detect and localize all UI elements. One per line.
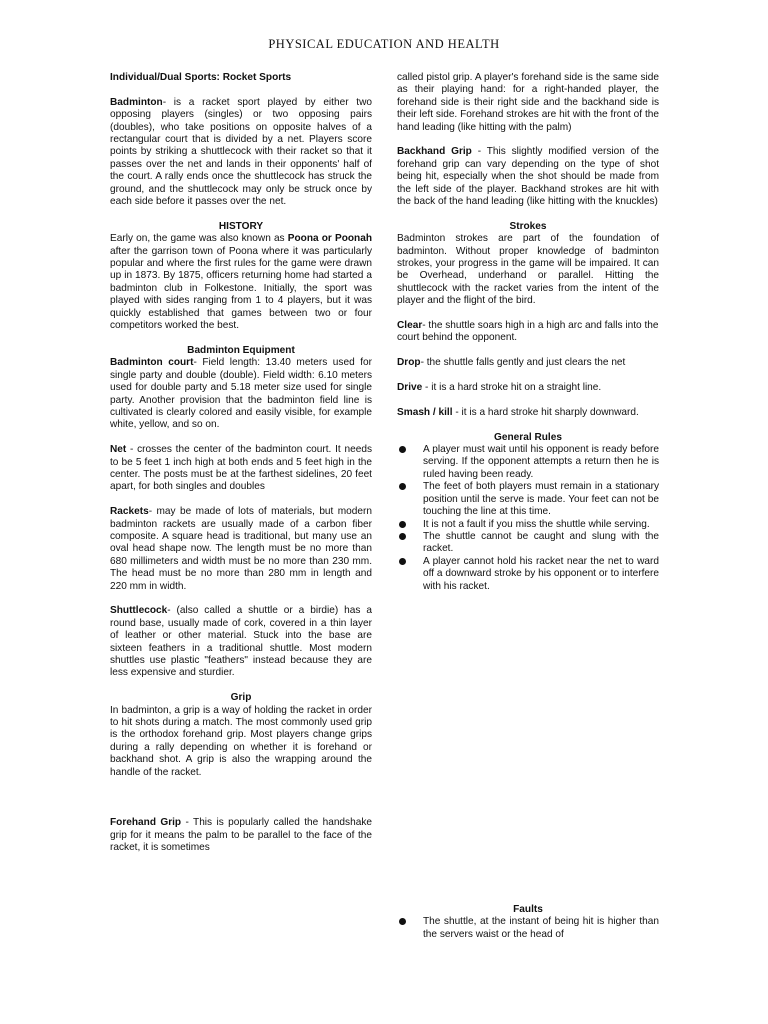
drop-term: Drop — [397, 357, 421, 369]
backhand-paragraph — [397, 146, 659, 208]
net-term: Net — [110, 444, 127, 456]
list-item — [397, 916, 659, 941]
net-paragraph — [110, 444, 372, 494]
history-heading: HISTORY — [218, 220, 264, 232]
faults-heading: Faults — [513, 904, 543, 915]
drive-term: Drive — [397, 382, 423, 394]
grip-paragraph: In badminton, a grip is a way of holding the racket in order to hit shots during a match. The most commonly used grip is the orthodox forehand grip. Most players change grips during a rally depending on whether it is forehand or backhand shot. A grip is also the wrapping around the handle of the racket. — [110, 704, 372, 778]
rule-text: It is not a fault if you miss the shuttle while serving. — [423, 518, 650, 530]
faults-list — [397, 916, 659, 941]
strokes-heading: Strokes — [509, 220, 547, 232]
page-title: PHYSICAL EDUCATION AND HEALTH — [268, 37, 500, 51]
list-item — [397, 556, 659, 593]
bullet-icon — [399, 446, 406, 453]
strokes-paragraph: Badminton strokes are part of the foundation of badminton. Without proper knowledge of badminton strokes, your progress in the game will be impaired. It can be Overhead, underhand or parallel. Hitting the shuttlecock with the racket varies from the intent of the player and the flight of the bird. — [397, 233, 659, 307]
drive-paragraph — [397, 382, 659, 394]
equipment-heading: Badminton Equipment — [187, 344, 295, 356]
rackets-text: - may be made of lots of materials, but modern badminton rackets are usually made of a carbon fiber composite. A square head is traditional, but many use an oval head shape now. The length must be no more than 680 millimeters and width must be no more than 230 mm. The head must be no more than 280 mm in length and 220 mm in width. — [110, 506, 372, 592]
rackets-paragraph — [110, 506, 372, 593]
list-item — [397, 481, 659, 518]
bullet-icon — [399, 918, 406, 925]
backhand-text: - This slightly modified version of the forehand grip can vary depending on the type of shot being hit, especially when the shot should be made from the left side of the player. Backhand strokes are hit with the back of the hand leading (like hitting with the knuckles) — [397, 146, 660, 208]
smash-term: Smash / kill — [397, 406, 453, 418]
history-paragraph — [110, 233, 372, 332]
rules-list — [397, 444, 659, 593]
court-term: Badminton court — [110, 357, 194, 369]
drop-text: - the shuttle falls gently and just clears the net — [420, 357, 626, 369]
fault-text: The shuttle, at the instant of being hit is higher than the servers waist or the head of — [423, 916, 659, 940]
bullet-icon — [399, 483, 406, 490]
rules-heading: General Rules — [494, 431, 562, 443]
shuttlecock-text: - (also called a shuttle or a birdie) has a round base, usually made of cork, covered in a thin layer of leather or other material. Stuck into the base are sixteen feathers in a traditional shuttle. Most modern shuttles use plastic "feathers" instead because they are less expensive and sturdier. — [110, 605, 372, 679]
grip-heading: Grip — [230, 692, 252, 704]
rackets-term: Rackets — [110, 506, 149, 518]
backhand-term: Backhand Grip — [397, 146, 472, 158]
net-text: - crosses the center of the badminton court. It needs to be 5 feet 1 inch high at both ends and 5 feet high in the center. The posts must be at the farthest sidelines, 20 feet apart, for both singles and doubles — [110, 444, 372, 493]
spacer — [110, 791, 372, 817]
clear-text: - the shuttle soars high in a high arc and falls into the court behind the opponent. — [397, 320, 659, 344]
list-item — [397, 519, 659, 531]
history-text-after: after the garrison town of Poona where it was particularly popular and where the first rules for the game were drawn up in 1873. By 1875, officers returning home had started a badminton club in Folkestone. Initially, the sport was played with sides ranging from 1 to 4 players, but it was quickly established that games between two or four competitors worked the best. — [110, 245, 372, 332]
rule-text: The feet of both players must remain in a stationary position until the serve is made. Your feet can not be touching the line at this time. — [423, 481, 659, 518]
history-bold-name: Poona or Poonah — [287, 233, 372, 245]
forehand-text: - This is popularly called the handshake grip for it means the palm to be parallel to the face of the racket, it is sometimes — [110, 817, 372, 854]
list-item — [397, 531, 659, 556]
smash-text: - it is a hard stroke hit sharply downward. — [452, 406, 639, 418]
section-title: Individual/Dual Sports: Rocket Sports — [110, 72, 292, 83]
badminton-paragraph — [110, 97, 372, 209]
rule-text: A player must wait until his opponent is ready before serving. If the opponent attempts a return then he is ruled having been ready. — [423, 444, 659, 480]
left-column — [110, 72, 372, 867]
drive-text: - it is a hard stroke hit on a straight line. — [422, 382, 602, 394]
smash-paragraph — [397, 407, 659, 419]
forehand-paragraph — [110, 817, 372, 854]
forehand-term: Forehand Grip — [110, 817, 182, 829]
shuttlecock-term: Shuttlecock — [110, 605, 168, 617]
bullet-icon — [399, 521, 406, 528]
court-paragraph — [110, 357, 372, 431]
badminton-term: Badminton — [110, 96, 163, 108]
rule-text: The shuttle cannot be caught and slung with the racket. — [423, 530, 659, 555]
right-column — [397, 72, 660, 940]
forehand-continued-paragraph: called pistol grip. A player's forehand side is the same side as their playing hand: for a right-handed player, the forehand side is their right side and the backhand side is their left side. Forehand strokes are hit with the front of the hand leading (like hitting with the palm) — [397, 72, 659, 133]
rule-text: A player cannot hold his racket near the net to ward off a downward stroke by his opponent or to interfere with his racket. — [423, 555, 659, 592]
list-item — [397, 444, 659, 481]
faults-section — [397, 904, 659, 941]
drop-paragraph — [397, 357, 659, 369]
bullet-icon — [399, 533, 406, 540]
history-text-before: Early on, the game was also known as — [110, 233, 288, 245]
bullet-icon — [399, 558, 406, 565]
badminton-text: - is a racket sport played by either two opposing players (singles) or two opposing pairs (doubles), who take positions on opposite halves of a rectangular court that is divided by a net. Players score points by striking a shuttlecock with their racket so that it passes over the net and lands in their opponents' half of the court. A rally ends once the shuttlecock has struck the ground, and the shuttlecock may only be struck once by each side before it passes over the net. — [110, 96, 372, 208]
clear-paragraph — [397, 320, 659, 345]
clear-term: Clear — [397, 320, 423, 332]
shuttlecock-paragraph — [110, 605, 372, 679]
court-text: - Field length: 13.40 meters used for single party and double (double). Field width: 6.10 meters used for double party and 5.18 meter size used for single party. Another provision that the badminton field line is cultivated is clearly colored and easily visible, for example white, yellow, and so on. — [110, 357, 372, 431]
